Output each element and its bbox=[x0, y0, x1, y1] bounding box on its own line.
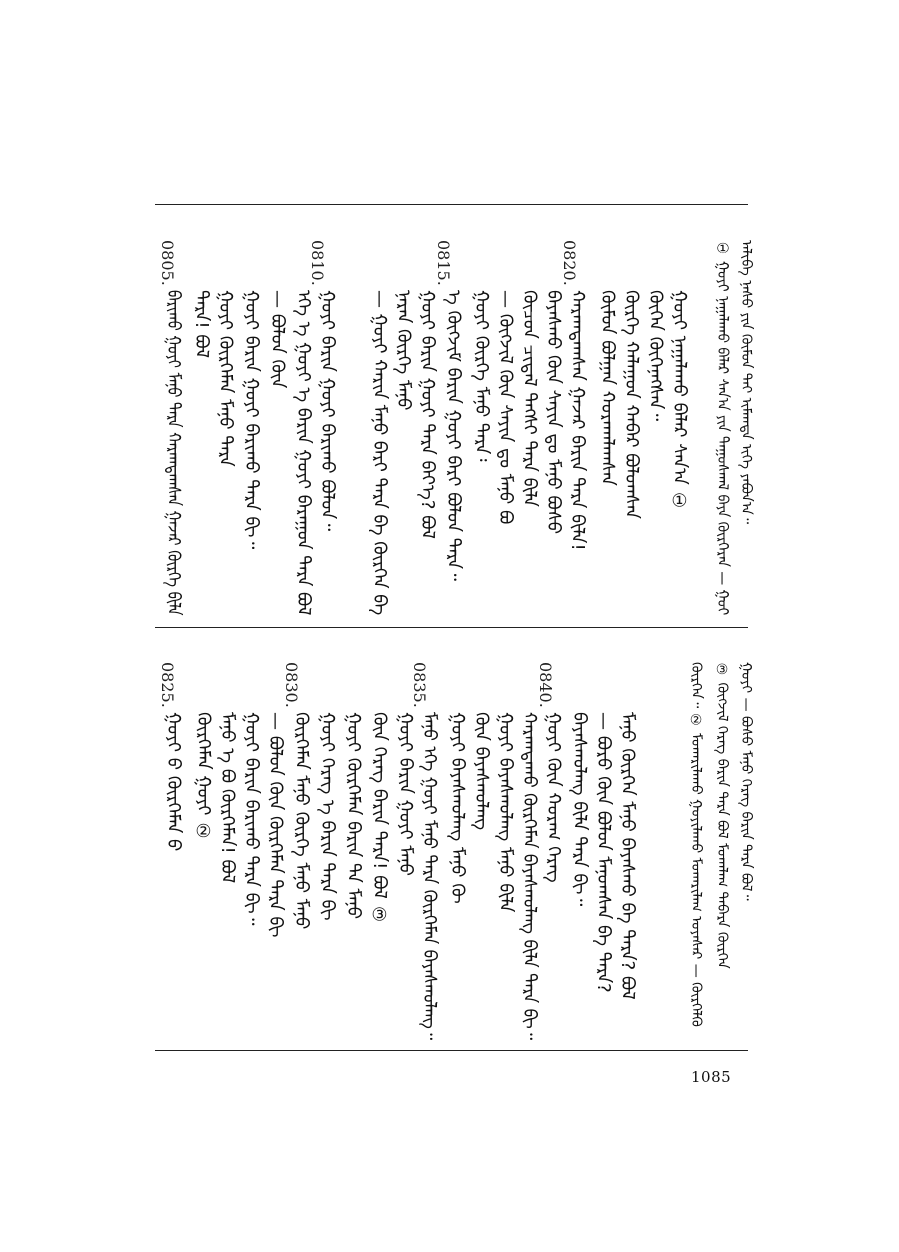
verse-line: ᠭᠤᠶᠢ ᠨᠠᠭᠠᠯᠠᠬᠤ ᠪᠠᠯᠠᠷ ᠰᠠᠨ᠎ᠠ ① bbox=[669, 290, 690, 512]
verse-line: ᠮᠠᠨᠤ ᠡᠭᠡ ᠭᠤᠶᠢ ᠮᠠᠨᠤ ᠲᠡᠷᠡ ᠬᠦᠷᠬᠡᠮᠡᠨ ᠪᠠᠶᠠᠰᠬᠤᠯᠠᠩ᠃ bbox=[419, 712, 440, 1041]
line-number: 0830. bbox=[282, 662, 301, 708]
verse-line: ᠬᠦᠷᠬᠡ ᠬᠠᠯᠠᠭᠤᠨ ᠬᠠᠪᠠᠷ ᠪᠤᠯᠤᠭᠰᠠᠨ bbox=[621, 290, 642, 519]
footnote-1: ① ᠭᠤᠶᠢ ᠨᠠᠭᠠᠯᠠᠬᠤ ᠪᠠᠯᠠᠷ ᠰᠠᠨ᠎ᠠ ᠶᠢᠨ ᠳᠠᠭᠤᠰᠬᠠᠯ ᠪᠡᠶᠡ ᠬᠦᠷᠭᠡᠷᠡᠨ — ᠭᠤᠶ bbox=[714, 240, 732, 616]
verse-line: ᠮᠠᠨᠤ ᠡ ᠪᠤ ᠬᠦᠷᠬᠡᠮᠡᠨ! ᠪᠤᠯ bbox=[217, 712, 238, 884]
verse-line: ᠪᠠᠷᠢᠬᠤ ᠭᠤᠶᠢ ᠮᠠᠨᠤ ᠲᠡᠷᠡ ᠬᠠᠷᠠᠭᠳᠠᠭᠰᠠᠨ ᠭᠠᠵᠠᠷ ᠬᠦᠷᠬᠡ ᠪᠢᠯᠡ bbox=[163, 290, 184, 616]
page-number: 1085 bbox=[691, 1068, 732, 1086]
footnote-3: ᠭᠤᠶᠢ — ᠪᠤᠰᠤ ᠮᠠᠨᠤ ᠬᠡᠷᠡᠭ ᠪᠠᠷᠢᠨ ᠲᠡᠷᠡ ᠪᠤᠯ᠃ bbox=[738, 662, 754, 901]
verse-line: ᠬᠦᠨ ᠪᠠᠶᠠᠰᠬᠤᠯᠠᠩ bbox=[471, 712, 492, 831]
footnote-2: ᠬᠦᠷᠭᠡᠨ᠃ ② ᠮᠤᠬᠠᠷᠢᠯᠠᠬᠤ ᠭᠤᠶᠢᠯᠠᠬᠤ ᠮᠤᠬᠠᠷᠢᠯᠠᠭ ᠤᠶᠠᠰᠠᠷ — ᠬᠦᠷᠭᠡᠯᠬᠦ bbox=[688, 662, 704, 1027]
verse-line: ᠲᠡᠷᠡ! ᠪᠤᠯ bbox=[191, 290, 212, 358]
line-number: 0820. bbox=[560, 240, 579, 286]
verse-line: ᠡᠭᠡ ᠡ ᠭᠤᠶᠢ ᠡ ᠪᠠᠷᠢᠨ ᠭᠤᠶᠢ ᠪᠠᠷᠠᠭᠤᠨ ᠲᠡᠷᠡ ᠪᠤᠯ bbox=[293, 290, 314, 616]
verse-line: ᠬᠦᠴᠦᠨ ᠴᠢᠳᠠᠯ ᠲᠡᠭᠰᠢ ᠲᠡᠷᠡ ᠪᠢᠯᠡ bbox=[519, 290, 540, 507]
verse-line: ᠪᠠᠶᠠᠰᠬᠤᠯᠠᠩ ᠪᠢᠯᠡ ᠲᠡᠷᠡ ᠪᠢ᠃ bbox=[569, 712, 590, 907]
verse-line: ᠪᠠᠶᠠᠰᠬᠤ ᠬᠦᠨ ᠰᠠᠶᠢᠨ ᠳᠤ ᠮᠠᠨᠤ ᠪᠤᠰᠤ bbox=[543, 290, 564, 535]
verse-line: ᠭᠤᠶᠢ ᠪᠠᠷᠢᠨ ᠭᠤᠶᠢ ᠪᠠᠷᠢᠬᠤ ᠪᠤᠯᠤᠨ᠃ bbox=[317, 290, 338, 532]
verse-line: ᠬᠦᠷᠬᠡᠮᠡᠨ ᠮᠠᠨᠤ ᠬᠦᠷᠬᠡ ᠮᠠᠨᠤ ᠮᠠᠨᠤ bbox=[291, 712, 312, 930]
middle-rule bbox=[155, 627, 748, 628]
line-number: 0810. bbox=[308, 240, 327, 286]
line-number: 0805. bbox=[158, 240, 177, 286]
verse-line: ᠨᠠᠷᠠᠨ ᠬᠦᠷᠬᠡ ᠮᠠᠨᠤ bbox=[393, 290, 414, 411]
verse-line: ᠬᠠᠷᠠᠭᠳᠠᠭᠰᠠᠨ ᠭᠠᠵᠠᠷ ᠪᠠᠷᠢᠨ ᠲᠡᠷᠡ ᠪᠢᠯᠡ! bbox=[567, 290, 588, 551]
verse-line: ᠭᠤᠶᠢ ᠬᠦᠷᠬᠡ ᠮᠠᠨᠤ ᠲᠡᠷᠡ᠄ bbox=[471, 290, 492, 462]
line-number: 0840. bbox=[536, 662, 555, 708]
verse-line: ᠭᠤᠶᠢ ᠬᠦᠨ ᠬᠤᠷᠠᠬ ᠬᠡᠷᠡᠭ bbox=[543, 712, 564, 883]
verse-line: ᠭᠤᠶᠢ ᠬᠦᠷᠬᠡᠮᠡᠨ ᠮᠠᠨᠤ ᠲᠡᠷᠡ bbox=[215, 290, 236, 467]
verse-line: ᠬᠦᠮᠦᠨ ᠪᠤᠯᠭᠠᠨ ᠬᠤᠷᠠᠬᠠᠯᠠᠭᠰᠠᠨ bbox=[597, 290, 618, 486]
verse-line: ᠭᠤᠶᠢ ᠪᠠᠶᠠᠰᠬᠤᠯᠠᠩ ᠮᠠᠨᠤ ᠪᠢᠯᠡ bbox=[495, 712, 516, 913]
verse-line: ᠭᠤᠶᠢ ᠪᠠᠷᠢᠨ ᠭᠤᠶᠢ ᠮᠠᠨᠤ bbox=[395, 712, 416, 876]
top-rule bbox=[155, 204, 748, 205]
line-number: 0825. bbox=[158, 662, 177, 708]
verse-line: ᠭᠤᠶᠢ ᠬᠦᠷᠬᠡᠮᠡᠨ ᠪᠠᠷᠢᠨ ᠲᠡ ᠮᠠᠨᠤ bbox=[343, 712, 364, 919]
verse-line: ᠬᠦᠨ ᠬᠡᠷᠡᠭ ᠪᠠᠷᠢᠨ ᠲᠡᠷᠡ! ᠪᠤᠯ ③ bbox=[369, 712, 390, 926]
verse-line: — ᠪᠤᠯᠤᠨ ᠬᠦᠨ ᠬᠦᠷᠬᠡᠮᠡᠨ ᠲᠡᠷᠡ ᠪᠢ bbox=[265, 712, 286, 938]
verse-line: ᠬᠥᠭᠡᠨ ᠬᠥᠭᠡᠨᠡᠭᠰᠡᠨ᠃ bbox=[645, 290, 666, 422]
verse-line: ᠡ ᠬᠥᠭᠵᠢᠮ ᠪᠠᠷᠢᠨ ᠭᠤᠶᠢ ᠪᠠᠷᠢ ᠪᠤᠯᠤᠨ ᠲᠡᠷᠡ᠃ bbox=[443, 290, 464, 581]
footnote-1-continued: ᠠᠯᠢᠪᠠ ᠨᠠᠰᠤ ᠶᠢᠨ ᠬᠦᠮᠦᠨ ᠲᠠᠢ ᠢᠮᠠᠭᠲᠠ ᠢᠬᠡ ᠶᠠᠪᠤᠨ᠎ᠠ᠃ bbox=[738, 240, 754, 524]
verse-line: ᠮᠠᠨᠤ ᠬᠦᠷᠬᠡᠨ ᠮᠠᠨᠤ ᠪᠠᠶᠠᠰᠬᠤ ᠪᠠ ᠲᠡᠷᠡ? ᠪᠤᠯ bbox=[617, 712, 638, 1000]
verse-line: — ᠪᠤᠯᠤᠨ ᠬᠦᠨ bbox=[267, 290, 288, 389]
footnote-3-continued: ③ ᠬᠥᠭᠵᠢᠯ ᠬᠡᠷᠡᠭ ᠪᠠᠷᠢᠨ ᠲᠡᠷᠡ ᠪᠤᠯ ᠮᠤᠬᠠᠯᠠᠭ ᠳᠡᠪᠡᠷᠡ ᠬᠦᠷᠭᠡᠨ bbox=[714, 662, 730, 969]
line-number: 0815. bbox=[434, 240, 453, 286]
verse-line: ᠭᠤᠶᠢ ᠬᠡᠷᠡᠭ ᠡ ᠪᠠᠷᠢᠨ ᠲᠡᠷᠡ ᠪᠢ bbox=[317, 712, 338, 921]
bottom-rule bbox=[155, 1050, 748, 1051]
verse-line: ᠭᠤᠶᠢ ᠪ ᠬᠦᠷᠬᠡᠮᠡᠨ ᠪ bbox=[163, 712, 184, 852]
verse-line: — ᠭᠤᠶᠢ ᠬᠠᠷᠢᠨ ᠮᠠᠨᠤ ᠪᠠᠷᠢ ᠲᠡᠷᠡ ᠪᠠ ᠬᠦᠷᠬᠡᠨ ᠪᠠ bbox=[369, 290, 390, 616]
verse-line: ᠬᠠᠷᠠᠭᠳᠠᠬᠤ ᠬᠦᠷᠬᠡᠮᠡᠨ ᠪᠠᠶᠠᠰᠬᠤᠯᠠᠩ ᠪᠢᠯᠡ ᠲᠡᠷᠡ ᠪᠢ᠃ bbox=[519, 712, 540, 1041]
verse-line: — ᠪᠤᠷᠤ ᠬᠦᠨ ᠪᠤᠯᠤᠨ ᠮᠠᠨᠤᠭᠰᠠᠨ ᠪᠠ ᠲᠡᠷᠡ? bbox=[593, 712, 614, 993]
verse-line: ᠭᠤᠶᠢ ᠪᠠᠷᠢᠨ ᠪᠠᠷᠢᠬᠤ ᠲᠡᠷᠡ ᠪᠢ᠃ bbox=[241, 712, 262, 926]
verse-line: ᠭᠤᠶᠢ ᠪᠠᠷᠢᠨ ᠭᠤᠶᠢ ᠪᠠᠷᠢᠬᠤ ᠲᠡᠷᠡ ᠪᠢ᠃ bbox=[241, 290, 262, 550]
verse-line: ᠭᠤᠶᠢ ᠪᠠᠷᠢᠨ ᠭᠤᠶᠢ ᠲᠡᠷᠡ ᠪᠡᠶ᠎ᠡ? ᠪᠤᠯ bbox=[417, 290, 438, 539]
verse-line: ᠭᠤᠶᠢ ᠪᠠᠶᠠᠰᠬᠤᠯᠠᠩ ᠮᠠᠨᠤ ᠬᠦ bbox=[447, 712, 468, 904]
verse-line: — ᠬᠥᠭᠵᠢᠯ ᠬᠦᠨ ᠰᠠᠶᠢᠨ ᠳᠤ ᠮᠠᠨᠤ ᠪᠤ bbox=[495, 290, 516, 525]
line-number: 0835. bbox=[410, 662, 429, 708]
verse-line: ᠬᠦᠷᠬᠡᠮᠡᠨ ᠭᠤᠶᠢ ② bbox=[193, 712, 214, 843]
